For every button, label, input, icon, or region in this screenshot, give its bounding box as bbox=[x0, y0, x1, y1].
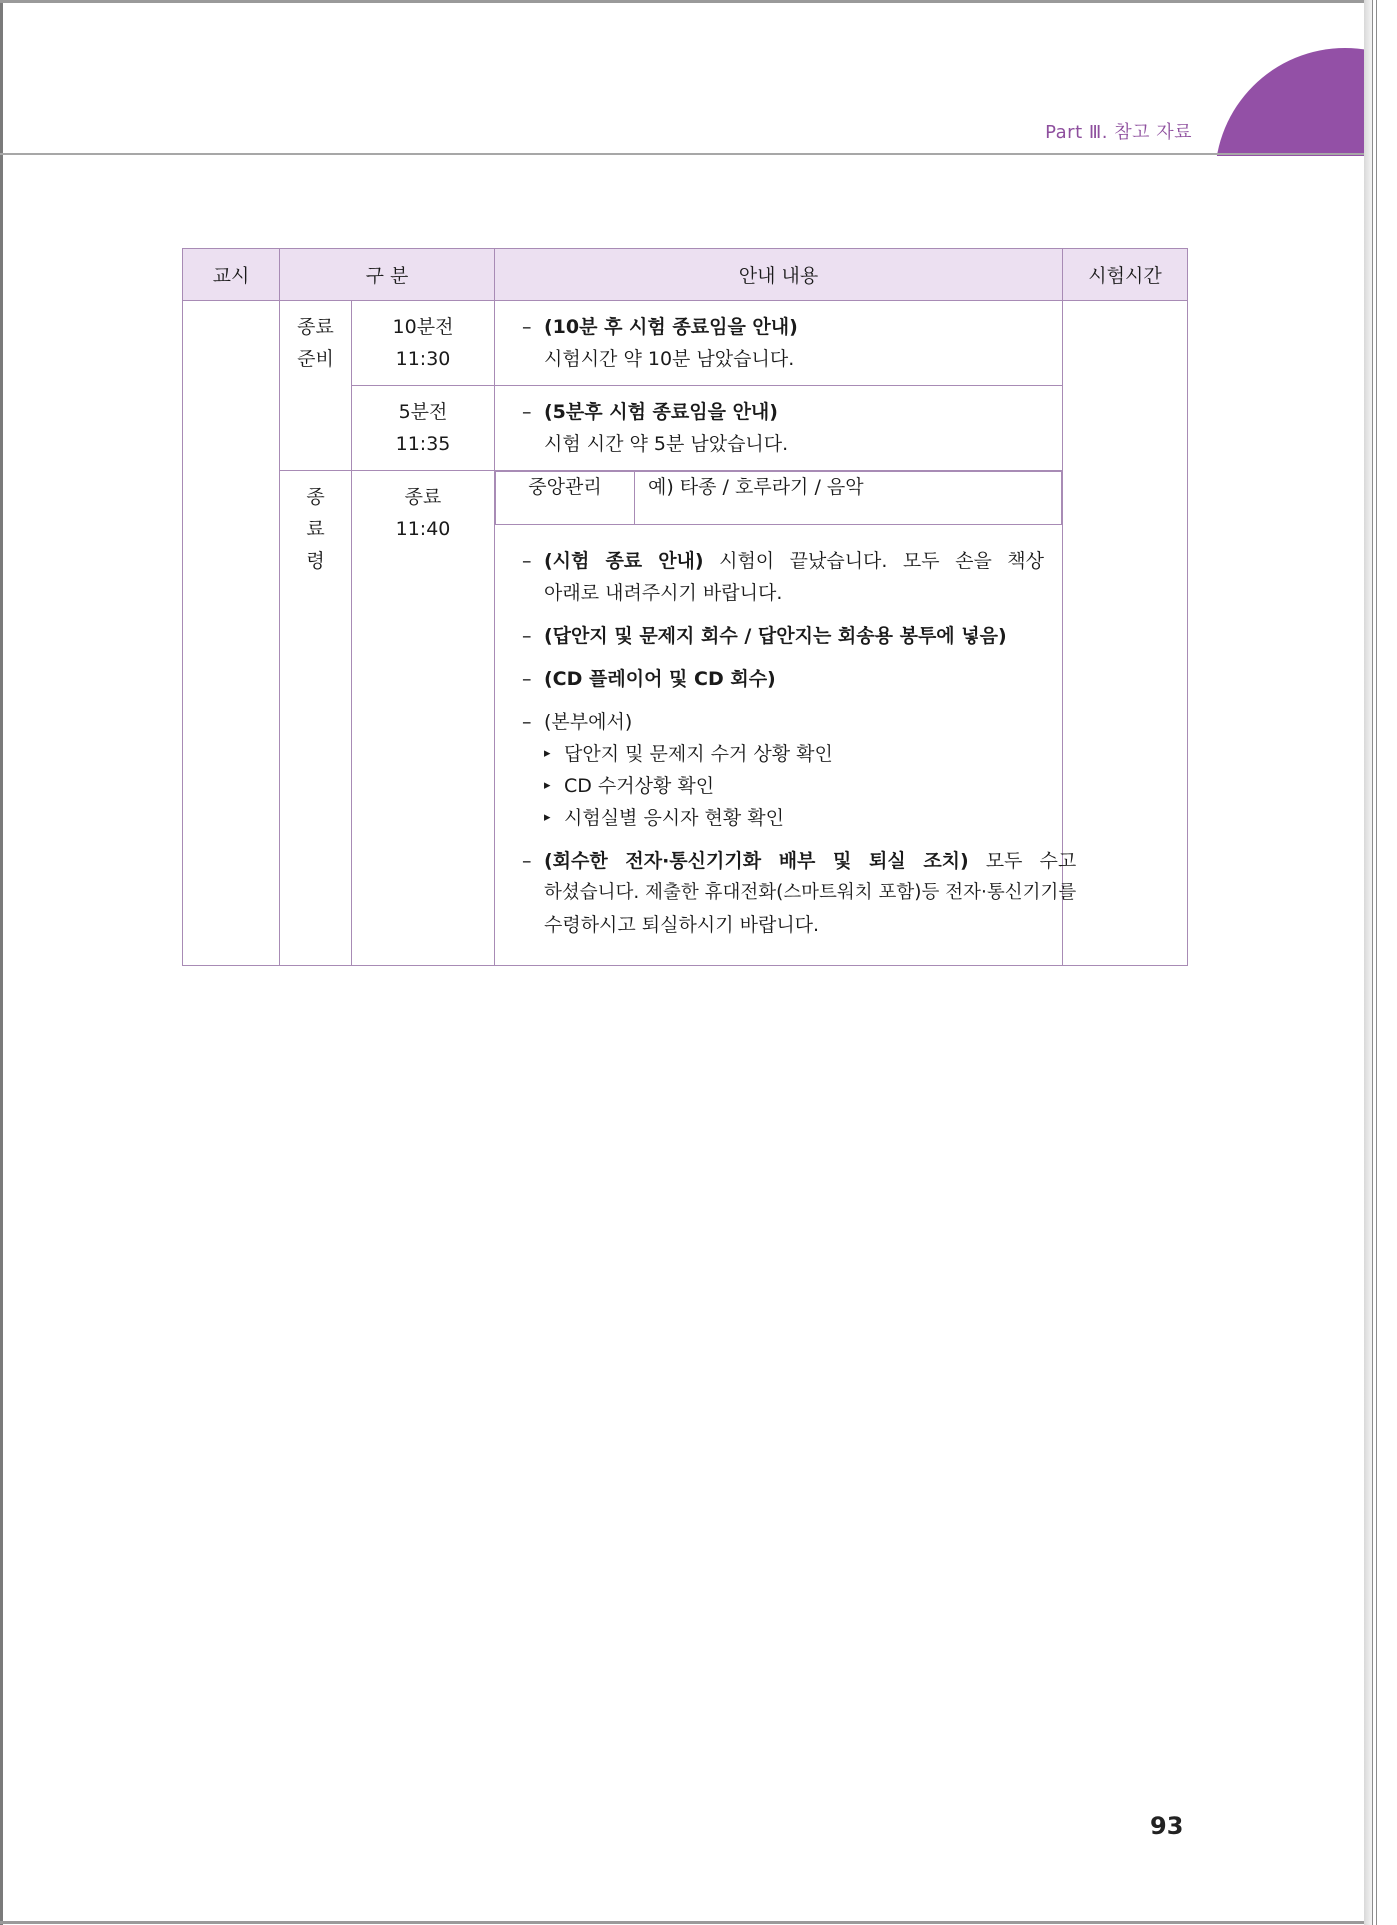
corner-decoration bbox=[1215, 48, 1372, 156]
table-row bbox=[183, 471, 1188, 966]
content-heading: (답안지 및 문제지 회수 / 답안지는 회송용 봉투에 넣음) bbox=[544, 625, 1007, 647]
col-header-content: 안내 내용 bbox=[495, 249, 1063, 301]
bullet-text: CD 수거상황 확인 bbox=[564, 775, 715, 797]
list-item bbox=[522, 738, 1044, 770]
header-divider bbox=[0, 153, 1372, 155]
col-header-exam-time: 시험시간 bbox=[1063, 249, 1188, 301]
content-text: 수령하시고 퇴실하시기 바랍니다. bbox=[544, 914, 820, 936]
time-label: 종료 11:40 bbox=[352, 471, 495, 966]
end-instructions bbox=[495, 525, 1077, 965]
dash-mark: – bbox=[522, 711, 532, 733]
time-label: 10분전 11:30 bbox=[352, 301, 495, 386]
content-heading: (5분후 시험 종료임을 안내) bbox=[544, 401, 778, 423]
page-number: 93 bbox=[1150, 1812, 1184, 1840]
central-management-row bbox=[495, 471, 1062, 525]
content-cell bbox=[495, 471, 1077, 966]
page-edge bbox=[1364, 0, 1397, 1925]
period-cell bbox=[183, 301, 280, 966]
content-heading: (CD 플레이어 및 CD 회수) bbox=[544, 668, 776, 690]
running-header: Part Ⅲ. 참고 자료 bbox=[1045, 122, 1192, 143]
content-text: 시험 시간 약 5분 남았습니다. bbox=[544, 433, 789, 455]
bullet-icon: ▸ bbox=[544, 810, 551, 825]
prep-group-label: 종료 준비 bbox=[280, 301, 352, 471]
dash-mark: – bbox=[522, 668, 532, 690]
bullet-icon: ▸ bbox=[544, 746, 551, 761]
col-header-period: 교시 bbox=[183, 249, 280, 301]
page-border bbox=[0, 0, 3, 1925]
content-text: 모두 수고 bbox=[968, 850, 1077, 872]
purple-circle bbox=[1215, 48, 1372, 156]
table-header-row bbox=[183, 249, 1188, 301]
page-border-top bbox=[0, 0, 1372, 3]
dash-mark: – bbox=[522, 401, 532, 423]
exam-guide-table bbox=[182, 248, 1188, 966]
dash-mark: – bbox=[522, 550, 532, 572]
exam-time-cell bbox=[1063, 301, 1188, 966]
content-heading: (10분 후 시험 종료임을 안내) bbox=[544, 316, 798, 338]
content-text: 시험시간 약 10분 남았습니다. bbox=[544, 348, 795, 370]
content-cell bbox=[495, 386, 1063, 471]
dash-mark: – bbox=[522, 850, 532, 872]
list-item bbox=[522, 770, 1044, 802]
page-border-bottom bbox=[0, 1921, 1372, 1924]
end-group-label: 종 료 령 bbox=[280, 471, 352, 966]
content-text: 하셨습니다. 제출한 휴대전화(스마트워치 포함)등 전자·통신기기를 bbox=[544, 882, 1077, 903]
bullet-text: 답안지 및 문제지 수거 상황 확인 bbox=[564, 743, 833, 765]
dash-mark: – bbox=[522, 625, 532, 647]
content-cell bbox=[495, 301, 1063, 386]
table-row bbox=[183, 301, 1188, 386]
dash-mark: – bbox=[522, 316, 532, 338]
content-text: (본부에서) bbox=[544, 711, 633, 733]
bullet-text: 시험실별 응시자 현황 확인 bbox=[564, 807, 785, 829]
content-heading: (시험 종료 안내) bbox=[544, 550, 704, 572]
list-item bbox=[522, 802, 1044, 834]
time-label: 5분전 11:35 bbox=[352, 386, 495, 471]
content-heading: (회수한 전자·통신기기화 배부 및 퇴실 조치) bbox=[544, 850, 969, 872]
central-management-label: 중앙관리 bbox=[496, 472, 635, 525]
content-text: 아래로 내려주시기 바랍니다. bbox=[544, 582, 783, 604]
content-text: 시험이 끝났습니다. 모두 손을 책상 bbox=[703, 550, 1044, 572]
bullet-icon: ▸ bbox=[544, 778, 551, 793]
central-management-value: 예) 타종 / 호루라기 / 음악 bbox=[635, 472, 1062, 525]
col-header-category: 구 분 bbox=[280, 249, 495, 301]
